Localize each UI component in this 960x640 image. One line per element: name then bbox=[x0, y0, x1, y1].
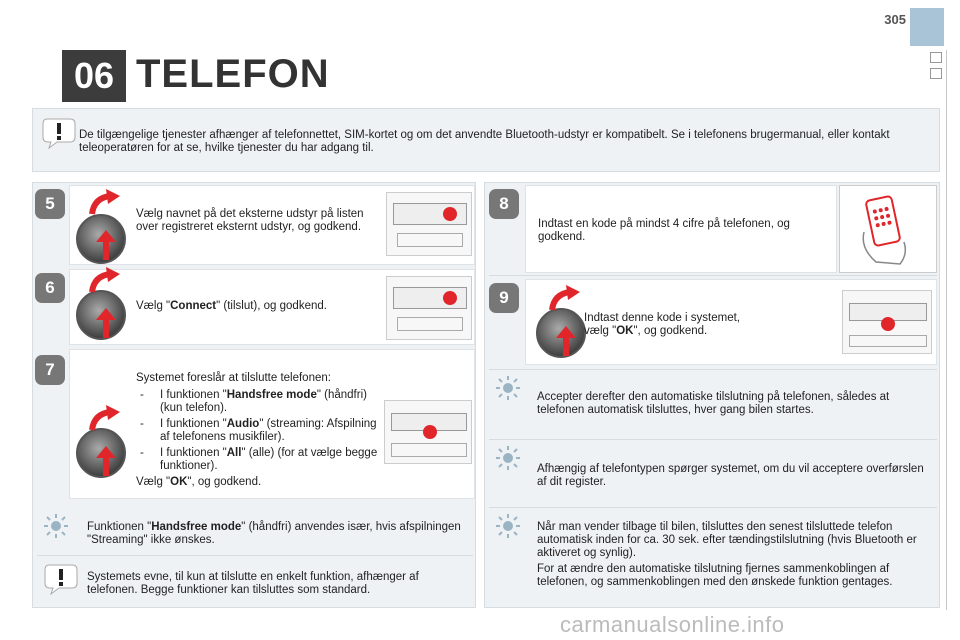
step-badge-6: 6 bbox=[35, 273, 65, 303]
phone-hand-image bbox=[839, 185, 937, 273]
divider bbox=[489, 275, 937, 276]
divider bbox=[489, 369, 937, 370]
red-arrow-icon bbox=[96, 230, 116, 262]
step-7-end: Vælg "OK", og godkend. bbox=[136, 476, 262, 488]
tip-reconnect-text bbox=[537, 521, 933, 589]
notice-top-text: De tilgængelige tjenester afhænger af telefonnettet, SIM-kortet og om det anvendte Bluetooth-udstyr er kompatibelt. Se i telefonens brugermanual, eller kontakt teleoperatøren for at se, hvilke tjenester du har adgang til. bbox=[79, 129, 890, 154]
step-9-line1: Indtast denne kode i systemet, bbox=[584, 312, 740, 324]
corner-box-icon bbox=[930, 68, 942, 79]
tip-bulb-icon bbox=[495, 445, 521, 471]
corner-box-icon bbox=[930, 52, 942, 63]
step-badge-7: 7 bbox=[35, 355, 65, 385]
red-arrow-icon bbox=[96, 308, 116, 340]
tip-bulb-icon bbox=[495, 513, 521, 539]
red-arrow-icon bbox=[88, 188, 122, 222]
step-7-text bbox=[136, 372, 380, 489]
watermark: carmanualsonline.info bbox=[560, 612, 785, 637]
step-5-box bbox=[69, 185, 475, 265]
step-6-text: Vælg "Connect" (tilslut), og godkend. bbox=[136, 300, 327, 312]
radio-unit-image bbox=[384, 400, 472, 464]
exclamation-icon bbox=[41, 115, 77, 149]
divider bbox=[489, 439, 937, 440]
tip-bulb-icon bbox=[43, 513, 69, 539]
step-badge-9: 9 bbox=[489, 283, 519, 313]
tip-register-text: Afhængig af telefontypen spørger systemet, om du vil acceptere overførslen af dit register. bbox=[537, 463, 924, 488]
red-arrow-icon bbox=[96, 446, 116, 478]
red-arrow-icon bbox=[88, 404, 122, 438]
exclamation-icon bbox=[43, 561, 79, 595]
corner-tab bbox=[910, 8, 944, 46]
step-7-option: - I funktionen "All" (alle) (for at vælge begge funktioner). bbox=[136, 447, 380, 473]
tip-bulb-icon bbox=[495, 375, 521, 401]
divider bbox=[489, 507, 937, 508]
radio-unit-image bbox=[386, 192, 472, 256]
step-7-option: - I funktionen "Handsfree mode" (håndfri) (kun telefon). bbox=[136, 389, 380, 415]
step-7-option: - I funktionen "Audio" (streaming: Afspilning af telefonens musikfiler). bbox=[136, 418, 380, 444]
step-7-options bbox=[136, 389, 380, 473]
step-9-text bbox=[584, 312, 784, 338]
tip-reconnect-para2: For at ændre den automatiske tilslutning fjernes sammenkoblingen af telefonen, og sammenkoblingen med den ønskede funktion gentages. bbox=[537, 563, 893, 588]
chapter-title: TELEFON bbox=[136, 52, 330, 96]
step-7-box bbox=[69, 349, 475, 499]
notice-bottom-text: Systemets evne, til kun at tilslutte en enkelt funktion, afhænger af telefonen. Begge funktioner kan tilsluttes som standard. bbox=[87, 571, 419, 596]
radio-unit-image bbox=[842, 290, 932, 354]
red-arrow-icon bbox=[88, 266, 122, 300]
phone-icon bbox=[856, 192, 922, 268]
red-arrow-icon bbox=[556, 326, 576, 358]
divider bbox=[37, 555, 473, 556]
page-number: 305 bbox=[884, 12, 906, 27]
radio-unit-image bbox=[386, 276, 472, 340]
right-steps-panel bbox=[484, 182, 940, 608]
red-arrow-icon bbox=[548, 284, 582, 318]
step-8-text: Indtast en kode på mindst 4 cifre på telefonen, og godkend. bbox=[538, 218, 790, 243]
step-7-intro: Systemet foreslår at tilslutte telefonen: bbox=[136, 372, 331, 384]
tip-handsfree-text: Funktionen "Handsfree mode" (håndfri) anvendes især, hvis afspilningen "Streaming" ikke ønskes. bbox=[87, 521, 461, 546]
notice-top-panel bbox=[32, 108, 940, 172]
step-8-box bbox=[525, 185, 837, 273]
tip-autoconnect-text: Accepter derefter den automatiske tilslutning på telefonen, således at telefonen automatisk tilsluttes, hver gang bilen startes. bbox=[537, 391, 890, 416]
step-9-line2: vælg "OK", og godkend. bbox=[584, 325, 708, 337]
step-6-box bbox=[69, 269, 475, 345]
right-rule bbox=[946, 50, 947, 610]
step-badge-8: 8 bbox=[489, 189, 519, 219]
step-badge-5: 5 bbox=[35, 189, 65, 219]
step-5-text: Vælg navnet på det eksterne udstyr på listen over registreret eksternt udstyr, og godkend. bbox=[136, 208, 364, 233]
tip-reconnect-para1: Når man vender tilbage til bilen, tilsluttes den senest tilsluttede telefon automatisk inden for ca. 30 sek. efter tændingstilslutning (hvis Bluetooth er aktiveret og synlig). bbox=[537, 521, 917, 559]
step-9-box bbox=[525, 279, 937, 365]
left-steps-panel bbox=[32, 182, 476, 608]
chapter-number: 06 bbox=[62, 50, 126, 102]
